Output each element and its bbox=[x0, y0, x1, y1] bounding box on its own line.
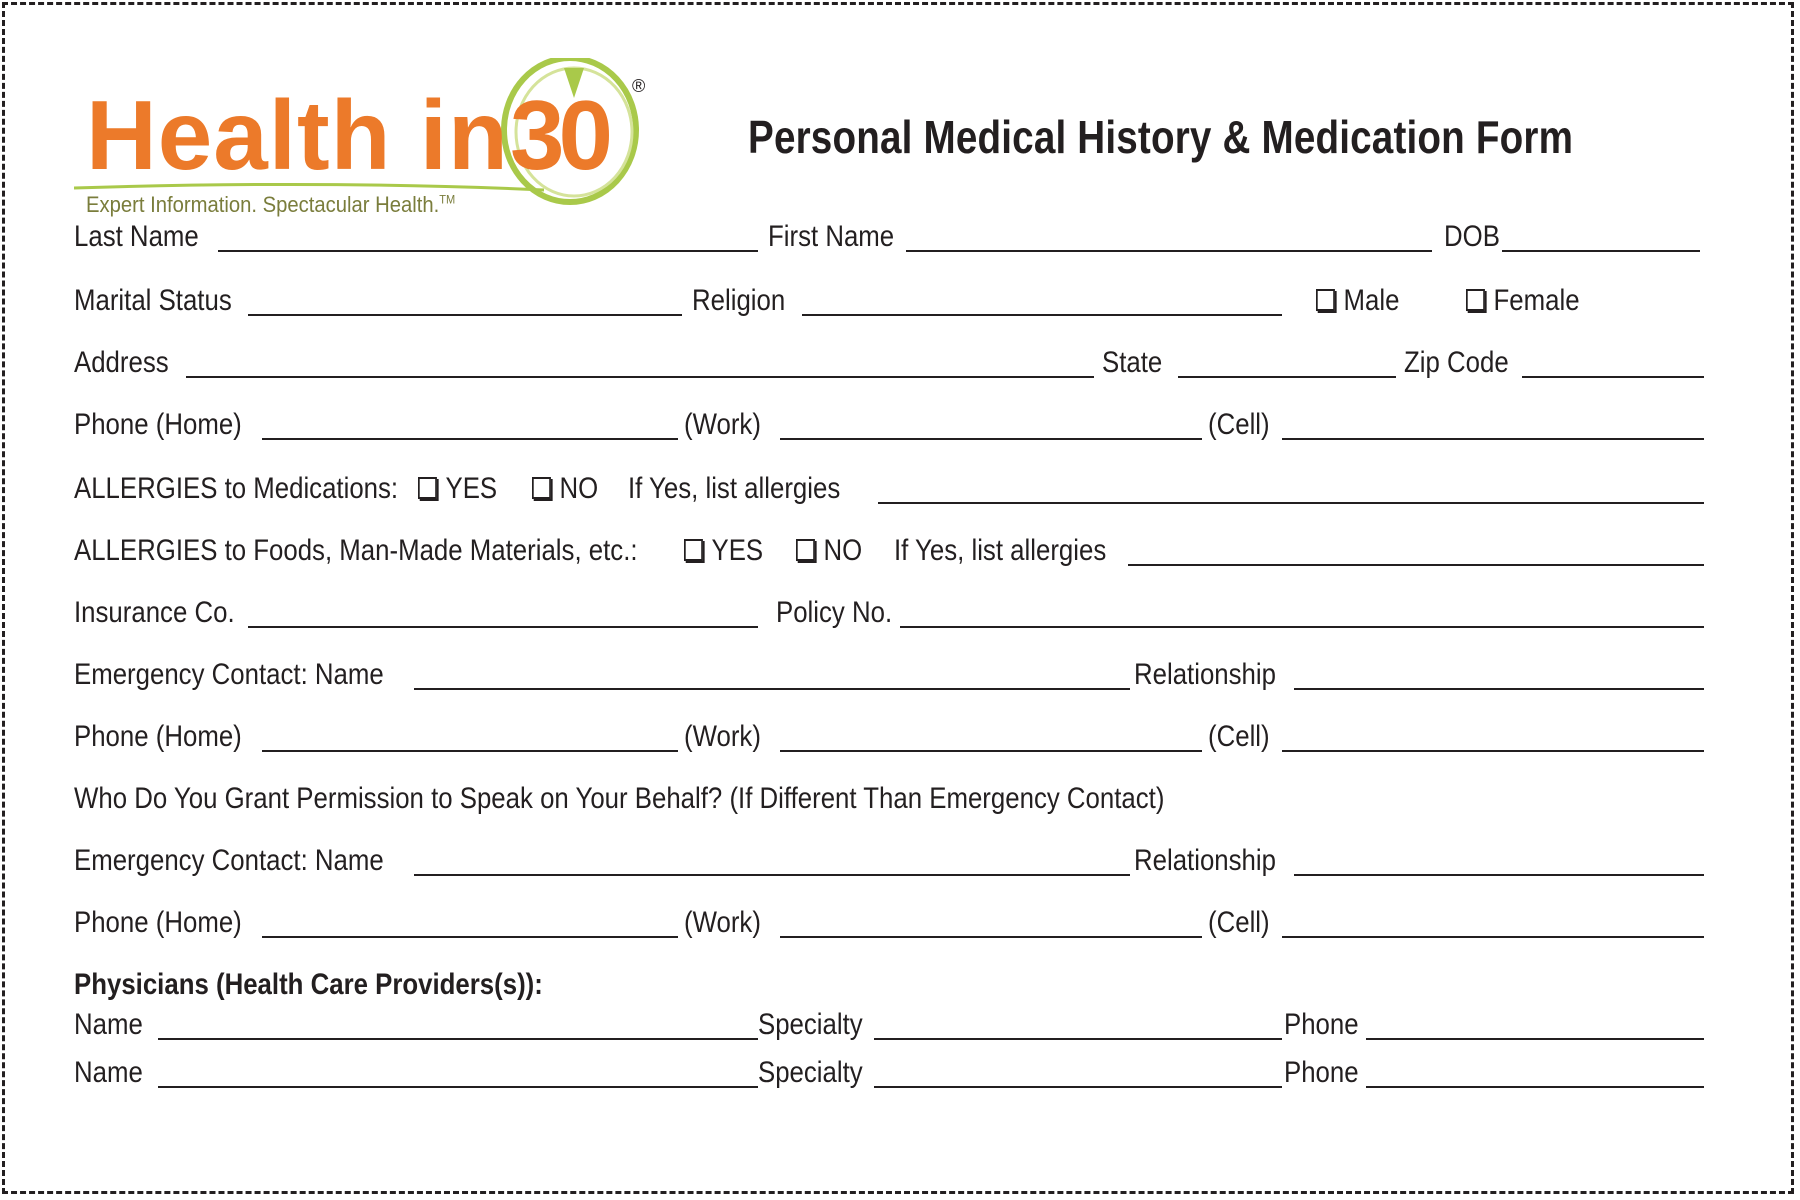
health-in-30-logo bbox=[74, 58, 674, 228]
dob-field[interactable] bbox=[1502, 250, 1700, 252]
food-no-label: NO bbox=[823, 534, 863, 567]
permission-row bbox=[74, 780, 1704, 820]
phone-row-1 bbox=[74, 406, 1704, 446]
phone-row-3 bbox=[74, 904, 1704, 944]
last-name-label: Last Name bbox=[74, 220, 199, 253]
specialty-field-2[interactable] bbox=[874, 1086, 1282, 1088]
food-no-checkbox[interactable] bbox=[796, 539, 815, 561]
phone-label-2: Phone bbox=[1284, 1056, 1359, 1089]
relationship-label: Relationship bbox=[1134, 658, 1276, 691]
med-no-checkbox[interactable] bbox=[532, 477, 551, 499]
name-row bbox=[74, 218, 1704, 258]
address-label: Address bbox=[74, 346, 169, 379]
relationship-field[interactable] bbox=[1294, 688, 1704, 690]
med-yes-option bbox=[418, 472, 497, 506]
phone-work-field-3[interactable] bbox=[780, 936, 1202, 938]
marital-status-field[interactable] bbox=[248, 314, 682, 316]
phone-work-field-2[interactable] bbox=[780, 750, 1202, 752]
physician-name-label-1: Name bbox=[74, 1008, 143, 1041]
food-allergy-label: ALLERGIES to Foods, Man-Made Materials, etc.: bbox=[74, 534, 638, 567]
dob-label: DOB bbox=[1444, 220, 1500, 253]
state-label: State bbox=[1102, 346, 1163, 379]
specialty-field-1[interactable] bbox=[874, 1038, 1282, 1040]
zip-code-label: Zip Code bbox=[1404, 346, 1509, 379]
work-label-2: (Work) bbox=[684, 720, 761, 753]
physician-phone-field-2[interactable] bbox=[1366, 1086, 1704, 1088]
male-checkbox[interactable] bbox=[1316, 289, 1335, 311]
cell-label: (Cell) bbox=[1208, 408, 1270, 441]
physician-name-field-2[interactable] bbox=[158, 1086, 758, 1088]
phone-cell-field-3[interactable] bbox=[1282, 936, 1704, 938]
marital-row bbox=[74, 282, 1704, 322]
physicians-heading: Physicians (Health Care Providers(s)): bbox=[74, 968, 543, 1001]
logo-tagline bbox=[86, 192, 455, 218]
food-allergy-row bbox=[74, 532, 1704, 572]
specialty-label-2: Specialty bbox=[758, 1056, 863, 1089]
physician-name-field-1[interactable] bbox=[158, 1038, 758, 1040]
phone-home-field-2[interactable] bbox=[262, 750, 678, 752]
physician-phone-field-1[interactable] bbox=[1366, 1038, 1704, 1040]
phone-home-label-2: Phone (Home) bbox=[74, 720, 242, 753]
emergency-name-field[interactable] bbox=[414, 688, 1130, 690]
tagline-text: Expert Information. Spectacular Health. bbox=[86, 192, 440, 217]
food-yes-option bbox=[684, 534, 763, 568]
emergency-name-field-2[interactable] bbox=[414, 874, 1130, 876]
logo-number: 30 bbox=[510, 80, 608, 190]
emergency-name-label: Emergency Contact: Name bbox=[74, 658, 384, 691]
permission-question: Who Do You Grant Permission to Speak on Your Behalf? (If Different Than Emergency Contact) bbox=[74, 782, 1165, 815]
physician-row-1 bbox=[74, 1006, 1704, 1046]
med-yes-label: YES bbox=[445, 472, 498, 505]
work-label-3: (Work) bbox=[684, 906, 761, 939]
med-if-yes-label: If Yes, list allergies bbox=[628, 472, 841, 505]
food-yes-label: YES bbox=[711, 534, 764, 567]
religion-field[interactable] bbox=[802, 314, 1282, 316]
female-label: Female bbox=[1493, 284, 1580, 317]
medication-allergy-row bbox=[74, 470, 1704, 510]
phone-row-2 bbox=[74, 718, 1704, 758]
registered-mark: ® bbox=[632, 76, 646, 96]
phone-cell-field-2[interactable] bbox=[1282, 750, 1704, 752]
relationship-label-2: Relationship bbox=[1134, 844, 1276, 877]
marital-status-label: Marital Status bbox=[74, 284, 232, 317]
address-row bbox=[74, 344, 1704, 384]
phone-home-field-3[interactable] bbox=[262, 936, 678, 938]
phone-home-label-3: Phone (Home) bbox=[74, 906, 242, 939]
cell-label-3: (Cell) bbox=[1208, 906, 1270, 939]
zip-code-field[interactable] bbox=[1522, 376, 1704, 378]
relationship-field-2[interactable] bbox=[1294, 874, 1704, 876]
phone-work-field[interactable] bbox=[780, 438, 1202, 440]
insurance-row bbox=[74, 594, 1704, 634]
med-no-option bbox=[532, 472, 598, 506]
cell-label-2: (Cell) bbox=[1208, 720, 1270, 753]
address-field[interactable] bbox=[186, 376, 1094, 378]
state-field[interactable] bbox=[1178, 376, 1396, 378]
med-yes-checkbox[interactable] bbox=[418, 477, 437, 499]
insurance-label: Insurance Co. bbox=[74, 596, 235, 629]
phone-home-label: Phone (Home) bbox=[74, 408, 242, 441]
policy-label: Policy No. bbox=[776, 596, 893, 629]
male-option bbox=[1316, 284, 1399, 318]
phone-cell-field[interactable] bbox=[1282, 438, 1704, 440]
first-name-field[interactable] bbox=[906, 250, 1432, 252]
work-label: (Work) bbox=[684, 408, 761, 441]
medication-allergy-field[interactable] bbox=[878, 502, 1704, 504]
last-name-field[interactable] bbox=[218, 250, 758, 252]
male-label: Male bbox=[1343, 284, 1400, 317]
emergency-name-label-2: Emergency Contact: Name bbox=[74, 844, 384, 877]
female-checkbox[interactable] bbox=[1466, 289, 1485, 311]
phone-home-field[interactable] bbox=[262, 438, 678, 440]
med-no-label: NO bbox=[559, 472, 599, 505]
religion-label: Religion bbox=[692, 284, 786, 317]
medication-allergy-label: ALLERGIES to Medications: bbox=[74, 472, 399, 505]
physicians-heading-row bbox=[74, 966, 1704, 1006]
food-if-yes-label: If Yes, list allergies bbox=[894, 534, 1107, 567]
policy-field[interactable] bbox=[900, 626, 1704, 628]
first-name-label: First Name bbox=[768, 220, 895, 253]
insurance-field[interactable] bbox=[248, 626, 758, 628]
specialty-label-1: Specialty bbox=[758, 1008, 863, 1041]
logo-wordmark: Health in bbox=[86, 80, 509, 190]
food-no-option bbox=[796, 534, 862, 568]
trademark-mark: TM bbox=[439, 192, 456, 207]
form-title: Personal Medical History & Medication Form bbox=[748, 111, 1574, 163]
phone-label-1: Phone bbox=[1284, 1008, 1359, 1041]
emergency-contact-row-2 bbox=[74, 842, 1704, 882]
food-yes-checkbox[interactable] bbox=[684, 539, 703, 561]
food-allergy-field[interactable] bbox=[1128, 564, 1704, 566]
physician-name-label-2: Name bbox=[74, 1056, 143, 1089]
physician-row-2 bbox=[74, 1054, 1704, 1094]
emergency-contact-row-1 bbox=[74, 656, 1704, 696]
female-option bbox=[1466, 284, 1580, 318]
